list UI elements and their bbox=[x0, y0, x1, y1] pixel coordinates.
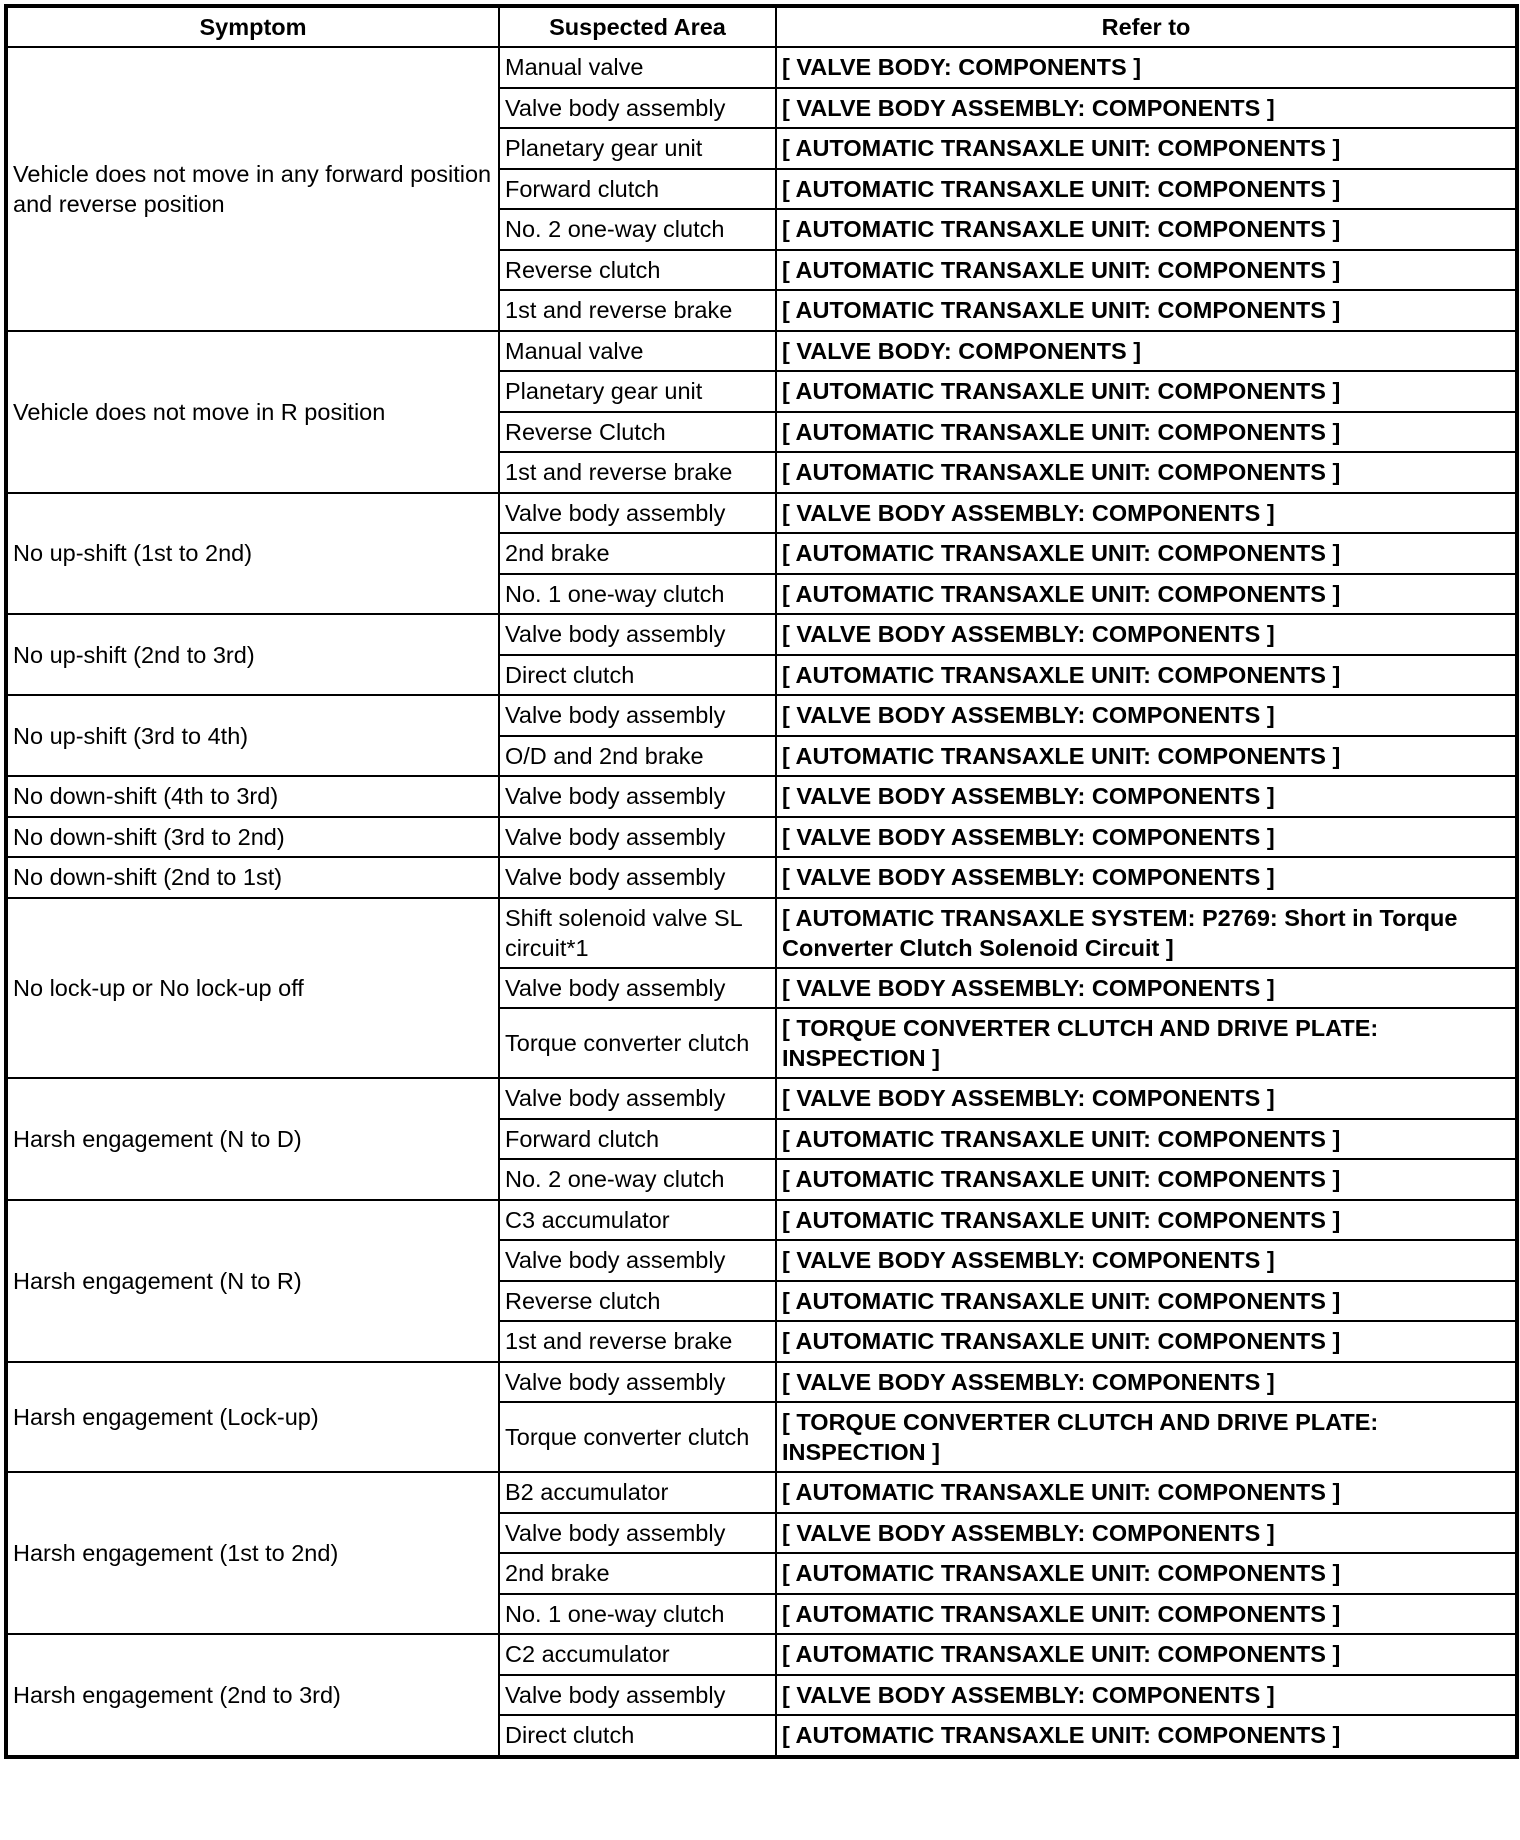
refer-to-link[interactable]: [ AUTOMATIC TRANSAXLE UNIT: COMPONENTS ] bbox=[776, 1472, 1517, 1513]
refer-to-link[interactable]: [ AUTOMATIC TRANSAXLE UNIT: COMPONENTS ] bbox=[776, 209, 1517, 250]
refer-to-link[interactable]: [ VALVE BODY ASSEMBLY: COMPONENTS ] bbox=[776, 1078, 1517, 1119]
suspected-area-cell: Valve body assembly bbox=[499, 1078, 776, 1119]
symptom-cell: No lock-up or No lock-up off bbox=[6, 898, 499, 1079]
refer-to-link[interactable]: [ TORQUE CONVERTER CLUTCH AND DRIVE PLATE: INSPECTION ] bbox=[776, 1402, 1517, 1472]
refer-to-link[interactable]: [ VALVE BODY ASSEMBLY: COMPONENTS ] bbox=[776, 614, 1517, 655]
suspected-area-cell: Valve body assembly bbox=[499, 493, 776, 534]
symptom-cell: Harsh engagement (2nd to 3rd) bbox=[6, 1634, 499, 1757]
symptom-cell: No down-shift (4th to 3rd) bbox=[6, 776, 499, 817]
suspected-area-cell: Reverse clutch bbox=[499, 1281, 776, 1322]
suspected-area-cell: 2nd brake bbox=[499, 533, 776, 574]
header-suspected-area: Suspected Area bbox=[499, 6, 776, 47]
symptom-cell: Harsh engagement (1st to 2nd) bbox=[6, 1472, 499, 1634]
table-header bbox=[6, 6, 1517, 47]
refer-to-link[interactable]: [ VALVE BODY: COMPONENTS ] bbox=[776, 47, 1517, 88]
symptom-cell: No up-shift (2nd to 3rd) bbox=[6, 614, 499, 695]
symptom-table bbox=[4, 4, 1519, 1759]
suspected-area-cell: Valve body assembly bbox=[499, 88, 776, 129]
refer-to-link[interactable]: [ VALVE BODY ASSEMBLY: COMPONENTS ] bbox=[776, 1513, 1517, 1554]
header-row bbox=[6, 6, 1517, 47]
refer-to-link[interactable]: [ AUTOMATIC TRANSAXLE UNIT: COMPONENTS ] bbox=[776, 1634, 1517, 1675]
suspected-area-cell: B2 accumulator bbox=[499, 1472, 776, 1513]
suspected-area-cell: No. 1 one-way clutch bbox=[499, 1594, 776, 1635]
header-symptom: Symptom bbox=[6, 6, 499, 47]
suspected-area-cell: Reverse clutch bbox=[499, 250, 776, 291]
suspected-area-cell: Shift solenoid valve SL circuit*1 bbox=[499, 898, 776, 968]
table-row bbox=[6, 614, 1517, 655]
table-row bbox=[6, 817, 1517, 858]
table-row bbox=[6, 493, 1517, 534]
table-row bbox=[6, 776, 1517, 817]
table-row bbox=[6, 1200, 1517, 1241]
suspected-area-cell: Valve body assembly bbox=[499, 614, 776, 655]
refer-to-link[interactable]: [ AUTOMATIC TRANSAXLE UNIT: COMPONENTS ] bbox=[776, 169, 1517, 210]
suspected-area-cell: Forward clutch bbox=[499, 1119, 776, 1160]
refer-to-link[interactable]: [ AUTOMATIC TRANSAXLE UNIT: COMPONENTS ] bbox=[776, 655, 1517, 696]
refer-to-link[interactable]: [ VALVE BODY ASSEMBLY: COMPONENTS ] bbox=[776, 968, 1517, 1009]
suspected-area-cell: Reverse Clutch bbox=[499, 412, 776, 453]
table-row bbox=[6, 1078, 1517, 1119]
table-row bbox=[6, 1362, 1517, 1403]
table-row bbox=[6, 898, 1517, 968]
symptom-cell: Harsh engagement (N to D) bbox=[6, 1078, 499, 1200]
refer-to-link[interactable]: [ VALVE BODY ASSEMBLY: COMPONENTS ] bbox=[776, 88, 1517, 129]
refer-to-link[interactable]: [ VALVE BODY ASSEMBLY: COMPONENTS ] bbox=[776, 1362, 1517, 1403]
suspected-area-cell: 1st and reverse brake bbox=[499, 1321, 776, 1362]
suspected-area-cell: Forward clutch bbox=[499, 169, 776, 210]
refer-to-link[interactable]: [ AUTOMATIC TRANSAXLE UNIT: COMPONENTS ] bbox=[776, 452, 1517, 493]
symptom-cell: Vehicle does not move in R position bbox=[6, 331, 499, 493]
refer-to-link[interactable]: [ AUTOMATIC TRANSAXLE UNIT: COMPONENTS ] bbox=[776, 1281, 1517, 1322]
suspected-area-cell: Valve body assembly bbox=[499, 1513, 776, 1554]
table-row bbox=[6, 331, 1517, 372]
refer-to-link[interactable]: [ VALVE BODY: COMPONENTS ] bbox=[776, 331, 1517, 372]
refer-to-link[interactable]: [ VALVE BODY ASSEMBLY: COMPONENTS ] bbox=[776, 857, 1517, 898]
suspected-area-cell: Valve body assembly bbox=[499, 776, 776, 817]
symptom-cell: No down-shift (2nd to 1st) bbox=[6, 857, 499, 898]
suspected-area-cell: Direct clutch bbox=[499, 655, 776, 696]
table-body bbox=[6, 47, 1517, 1757]
refer-to-link[interactable]: [ AUTOMATIC TRANSAXLE UNIT: COMPONENTS ] bbox=[776, 128, 1517, 169]
symptom-cell: Vehicle does not move in any forward position and reverse position bbox=[6, 47, 499, 331]
suspected-area-cell: Valve body assembly bbox=[499, 817, 776, 858]
refer-to-link[interactable]: [ TORQUE CONVERTER CLUTCH AND DRIVE PLATE: INSPECTION ] bbox=[776, 1008, 1517, 1078]
refer-to-link[interactable]: [ AUTOMATIC TRANSAXLE SYSTEM: P2769: Short in Torque Converter Clutch Solenoid Circuit ] bbox=[776, 898, 1517, 968]
suspected-area-cell: Torque converter clutch bbox=[499, 1402, 776, 1472]
refer-to-link[interactable]: [ AUTOMATIC TRANSAXLE UNIT: COMPONENTS ] bbox=[776, 1159, 1517, 1200]
table-row bbox=[6, 857, 1517, 898]
refer-to-link[interactable]: [ AUTOMATIC TRANSAXLE UNIT: COMPONENTS ] bbox=[776, 533, 1517, 574]
refer-to-link[interactable]: [ VALVE BODY ASSEMBLY: COMPONENTS ] bbox=[776, 776, 1517, 817]
suspected-area-cell: Valve body assembly bbox=[499, 857, 776, 898]
suspected-area-cell: 2nd brake bbox=[499, 1553, 776, 1594]
refer-to-link[interactable]: [ AUTOMATIC TRANSAXLE UNIT: COMPONENTS ] bbox=[776, 412, 1517, 453]
refer-to-link[interactable]: [ AUTOMATIC TRANSAXLE UNIT: COMPONENTS ] bbox=[776, 1594, 1517, 1635]
suspected-area-cell: Valve body assembly bbox=[499, 1675, 776, 1716]
suspected-area-cell: C3 accumulator bbox=[499, 1200, 776, 1241]
refer-to-link[interactable]: [ AUTOMATIC TRANSAXLE UNIT: COMPONENTS ] bbox=[776, 1321, 1517, 1362]
suspected-area-cell: 1st and reverse brake bbox=[499, 452, 776, 493]
header-refer-to: Refer to bbox=[776, 6, 1517, 47]
suspected-area-cell: 1st and reverse brake bbox=[499, 290, 776, 331]
suspected-area-cell: Valve body assembly bbox=[499, 968, 776, 1009]
suspected-area-cell: Torque converter clutch bbox=[499, 1008, 776, 1078]
table-row bbox=[6, 695, 1517, 736]
refer-to-link[interactable]: [ AUTOMATIC TRANSAXLE UNIT: COMPONENTS ] bbox=[776, 290, 1517, 331]
suspected-area-cell: Planetary gear unit bbox=[499, 371, 776, 412]
symptom-cell: No down-shift (3rd to 2nd) bbox=[6, 817, 499, 858]
refer-to-link[interactable]: [ AUTOMATIC TRANSAXLE UNIT: COMPONENTS ] bbox=[776, 1715, 1517, 1757]
refer-to-link[interactable]: [ AUTOMATIC TRANSAXLE UNIT: COMPONENTS ] bbox=[776, 371, 1517, 412]
refer-to-link[interactable]: [ VALVE BODY ASSEMBLY: COMPONENTS ] bbox=[776, 1675, 1517, 1716]
refer-to-link[interactable]: [ AUTOMATIC TRANSAXLE UNIT: COMPONENTS ] bbox=[776, 250, 1517, 291]
suspected-area-cell: No. 1 one-way clutch bbox=[499, 574, 776, 615]
suspected-area-cell: Direct clutch bbox=[499, 1715, 776, 1757]
refer-to-link[interactable]: [ AUTOMATIC TRANSAXLE UNIT: COMPONENTS ] bbox=[776, 1553, 1517, 1594]
suspected-area-cell: No. 2 one-way clutch bbox=[499, 1159, 776, 1200]
suspected-area-cell: Planetary gear unit bbox=[499, 128, 776, 169]
symptom-cell: No up-shift (1st to 2nd) bbox=[6, 493, 499, 615]
refer-to-link[interactable]: [ AUTOMATIC TRANSAXLE UNIT: COMPONENTS ] bbox=[776, 1200, 1517, 1241]
refer-to-link[interactable]: [ AUTOMATIC TRANSAXLE UNIT: COMPONENTS ] bbox=[776, 1119, 1517, 1160]
suspected-area-cell: No. 2 one-way clutch bbox=[499, 209, 776, 250]
symptom-cell: No up-shift (3rd to 4th) bbox=[6, 695, 499, 776]
table-row bbox=[6, 47, 1517, 88]
symptom-cell: Harsh engagement (Lock-up) bbox=[6, 1362, 499, 1473]
troubleshooting-table-container bbox=[4, 4, 1519, 1759]
refer-to-link[interactable]: [ VALVE BODY ASSEMBLY: COMPONENTS ] bbox=[776, 1240, 1517, 1281]
suspected-area-cell: Manual valve bbox=[499, 331, 776, 372]
suspected-area-cell: Valve body assembly bbox=[499, 1362, 776, 1403]
table-row bbox=[6, 1634, 1517, 1675]
refer-to-link[interactable]: [ AUTOMATIC TRANSAXLE UNIT: COMPONENTS ] bbox=[776, 736, 1517, 777]
suspected-area-cell: Valve body assembly bbox=[499, 695, 776, 736]
suspected-area-cell: Manual valve bbox=[499, 47, 776, 88]
suspected-area-cell: O/D and 2nd brake bbox=[499, 736, 776, 777]
suspected-area-cell: C2 accumulator bbox=[499, 1634, 776, 1675]
refer-to-link[interactable]: [ VALVE BODY ASSEMBLY: COMPONENTS ] bbox=[776, 817, 1517, 858]
refer-to-link[interactable]: [ VALVE BODY ASSEMBLY: COMPONENTS ] bbox=[776, 695, 1517, 736]
table-row bbox=[6, 1472, 1517, 1513]
refer-to-link[interactable]: [ VALVE BODY ASSEMBLY: COMPONENTS ] bbox=[776, 493, 1517, 534]
refer-to-link[interactable]: [ AUTOMATIC TRANSAXLE UNIT: COMPONENTS ] bbox=[776, 574, 1517, 615]
suspected-area-cell: Valve body assembly bbox=[499, 1240, 776, 1281]
symptom-cell: Harsh engagement (N to R) bbox=[6, 1200, 499, 1362]
